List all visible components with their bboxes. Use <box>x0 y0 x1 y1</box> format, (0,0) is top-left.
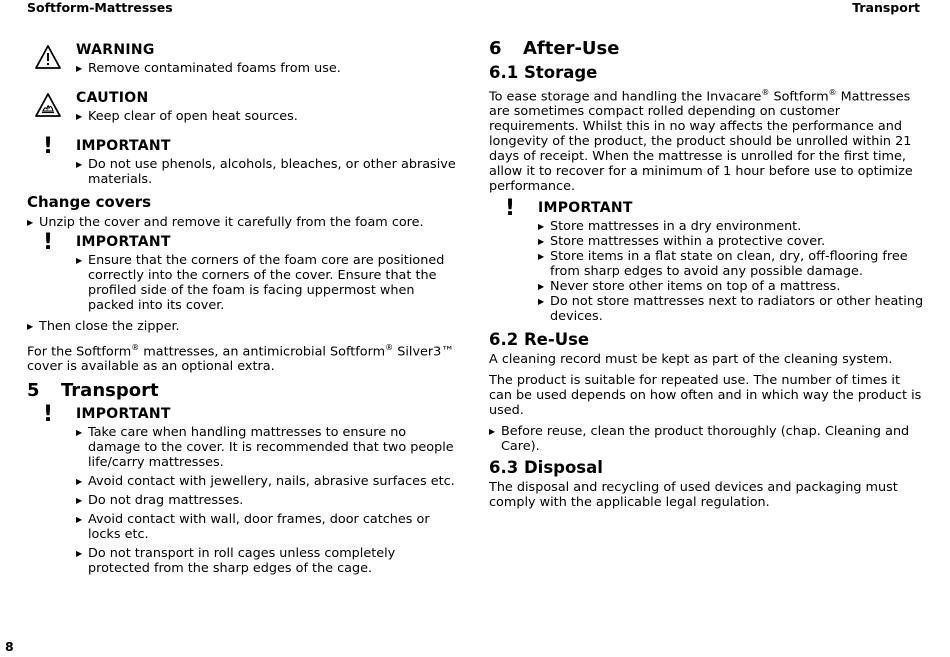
list-item: ▶ Do not store mattresses next to radiators or other heating devices. <box>538 294 924 325</box>
triangle-bullet-icon: ▶ <box>76 428 83 438</box>
triangle-bullet-icon: ▶ <box>76 112 83 121</box>
important-title: IMPORTANT <box>538 200 633 217</box>
triangle-bullet-icon: ▶ <box>538 297 545 307</box>
exclamation-icon: ! <box>504 196 516 222</box>
reuse-step: ▶ Before reuse, clean the product thoroughly (chap. Cleaning and Care). <box>489 424 910 455</box>
list-item: ▶ Do not drag mattresses. <box>76 493 244 509</box>
important-list <box>76 253 457 313</box>
triangle-bullet-icon: ▶ <box>538 222 545 232</box>
caution-title: CAUTION <box>76 90 149 106</box>
triangle-bullet-icon: ▶ <box>76 515 83 525</box>
header-right: Transport <box>852 0 920 15</box>
list-item: ▶ Store items in a flat state on clean, dry, off-flooring free from sharp edges to avoid any possible damage. <box>538 249 908 280</box>
list-item: ▶ Never store other items on top of a mattress. <box>538 279 841 295</box>
close-zipper-step: ▶ Then close the zipper. <box>27 319 180 334</box>
disposal-heading: 6.3 Disposal <box>489 458 603 478</box>
important-notice-3 <box>27 402 457 577</box>
list-item: ▶ Store mattresses in a dry environment. <box>538 219 802 235</box>
important-title: IMPORTANT <box>76 234 171 250</box>
important-title: IMPORTANT <box>76 406 171 423</box>
page-number: 8 <box>5 639 14 654</box>
list-item: ▶ Avoid contact with jewellery, nails, abrasive surfaces etc. <box>76 474 455 490</box>
warning-title: WARNING <box>76 42 155 58</box>
change-covers-heading: Change covers <box>27 193 152 211</box>
section-6-heading: 6 After-Use <box>489 38 620 59</box>
important-notice-1 <box>27 134 457 187</box>
caution-list <box>76 109 457 124</box>
list-item: ▶ Remove contaminated foams from use. <box>76 61 341 76</box>
header-left: Softform-Mattresses <box>27 0 173 15</box>
caution-triangle-icon <box>33 92 63 122</box>
triangle-bullet-icon: ▶ <box>76 256 83 265</box>
storage-heading: 6.1 Storage <box>489 63 598 82</box>
triangle-bullet-icon: ▶ <box>76 160 83 169</box>
warning-list <box>76 61 457 76</box>
unzip-step: ▶ Unzip the cover and remove it carefully from the foam core. <box>27 215 424 230</box>
triangle-bullet-icon: ▶ <box>538 237 545 247</box>
list-item: ▶ Keep clear of open heat sources. <box>76 109 298 124</box>
triangle-bullet-icon: ▶ <box>76 496 83 506</box>
list-item: ▶ Ensure that the corners of the foam core are positioned correctly into the corners of the cover. Ensure that the profiled side of the foam is facing uppermost when packed into its cover. <box>76 253 445 313</box>
triangle-bullet-icon: ▶ <box>538 252 545 262</box>
exclamation-icon: ! <box>42 134 54 159</box>
important-list <box>76 425 457 576</box>
caution-notice <box>27 90 457 124</box>
triangle-bullet-icon: ▶ <box>76 549 83 559</box>
reuse-heading: 6.2 Re-Use <box>489 330 590 350</box>
important-list <box>538 219 924 324</box>
list-item: ▶ Do not use phenols, alcohols, bleaches, or other abrasive materials. <box>76 157 456 187</box>
section-5-heading: 5 Transport <box>27 380 159 402</box>
exclamation-icon: ! <box>42 230 54 255</box>
softform-note: For the Softform® mattresses, an antimicrobial Softform® Silver3™ cover is available as an optional extra. <box>27 343 455 375</box>
exclamation-icon: ! <box>42 402 54 428</box>
triangle-bullet-icon: ▶ <box>27 322 34 331</box>
important-list <box>76 157 457 187</box>
warning-notice <box>27 42 457 76</box>
list-item: ▶ Do not transport in roll cages unless completely protected from the sharp edges of the cage. <box>76 546 396 577</box>
storage-paragraph: To ease storage and handling the Invacare® Softform® Mattresses are sometimes compact rolled depending on customer requirements. Whilst this in no way affects the performance and longevity of the product, the product should be unrolled within 21 days of receipt. When the mattresse is unrolled for the first time, allow it to recover for a minimum of 1 hour before use to optimize performance. <box>489 88 913 195</box>
right-column <box>489 38 924 516</box>
triangle-bullet-icon: ▶ <box>538 282 545 292</box>
important-notice-4 <box>489 196 924 325</box>
list-item: ▶ Take care when handling mattresses to ensure no damage to the cover. It is recommended that two people life/carry mattresses. <box>76 425 454 471</box>
triangle-bullet-icon: ▶ <box>76 477 83 487</box>
triangle-bullet-icon: ▶ <box>489 427 496 437</box>
reuse-paragraph-2: The product is suitable for repeated use. The number of times it can be used depends on how often and in which way the product is used. <box>489 373 922 419</box>
list-item: ▶ Avoid contact with wall, door frames, door catches or locks etc. <box>76 512 430 543</box>
triangle-bullet-icon: ▶ <box>76 64 83 73</box>
triangle-bullet-icon: ▶ <box>27 218 34 227</box>
left-column <box>27 38 457 582</box>
warning-triangle-icon <box>33 44 63 74</box>
important-title: IMPORTANT <box>76 138 171 154</box>
disposal-paragraph: The disposal and recycling of used devices and packaging must comply with the applicable legal regulation. <box>489 480 898 511</box>
reuse-paragraph-1: A cleaning record must be kept as part of the cleaning system. <box>489 352 893 368</box>
important-notice-2 <box>27 230 457 313</box>
list-item: ▶ Store mattresses within a protective cover. <box>538 234 826 250</box>
